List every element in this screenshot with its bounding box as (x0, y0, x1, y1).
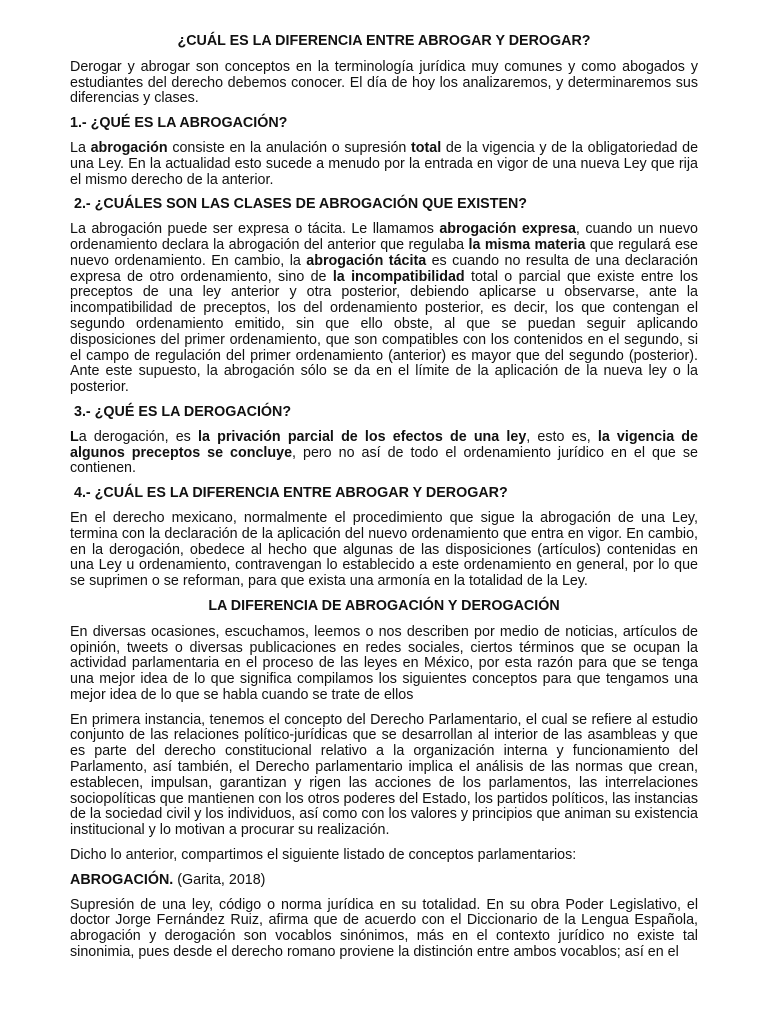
section-5-paragraph-2: En primera instancia, tenemos el concepto del Derecho Parlamentario, el cual se refiere al estudio conjunto de las relaciones político-jurídicas que se desarrollan al interior de las asambleas y que es parte del derecho constitucional relativo a la organización interna y funcionamiento del Parlamento, así también, el Derecho parlamentario implica el análisis de las normas que crean, establecen, impulsan, garantizan y rigen las acciones de los parlamentos, las interrelaciones sociopolíticas que mantienen con los otros poderes del Estado, los partidos políticos, las instancias de la sociedad civil y los individuos, así como con los valores y principios que animan su existencia institucional y lo motivan a procurar su realización. (70, 711, 698, 839)
section-5-paragraph-3: Dicho lo anterior, compartimos el siguiente listado de conceptos parlamentarios: (70, 847, 577, 864)
section-3-heading: 3.- ¿QUÉ ES LA DEROGACIÓN? (74, 403, 292, 420)
section-4-paragraph: En el derecho mexicano, normalmente el procedimiento que sigue la abrogación de una Ley, termina con la declaración de la aplicación del nuevo ordenamiento que entra en vigor. En cambio, en la derogación, obedece al hecho que algunas de las disposiciones (artículos) contenidas en una Ley u ordenamiento, contravengan lo establecido a este ordenamiento en general, por lo que se suprimen o se reforman, para que exista una armonía en la totalidad de la Ley. (70, 509, 698, 590)
section-3-paragraph: La derogación, es la privación parcial de los efectos de una ley, esto es, la vigencia de algunos preceptos se concluye, pero no así de todo el ordenamiento jurídico en el que se contienen. (70, 428, 698, 477)
section-2-heading: 2.- ¿CUÁLES SON LAS CLASES DE ABROGACIÓN QUE EXISTEN? (74, 196, 528, 213)
intro-paragraph: Derogar y abrogar son conceptos en la terminología jurídica muy comunes y como abogados y estudiantes del derecho debemos conocer. El día de hoy los analizaremos, y determinaremos sus diferencias y clases. (70, 58, 698, 107)
section-2-paragraph: La abrogación puede ser expresa o tácita. Le llamamos abrogación expresa, cuando un nuevo ordenamiento declara la abrogación del anterior que regulaba la misma materia que regulará ese nuevo ordenamiento. En cambio, la abrogación tácita es cuando no resulta de una declaración expresa de otro ordenamiento, sino de la incompatibilidad total o parcial que existe entre los preceptos de una ley anterior y otra posterior, debiendo aplicarse u observarse, ante la incompatibilidad de preceptos, los del ordenamiento posterior, es decir, los que contengan el segundo ordenamiento emitido, sin que ello obste, al que se puedan seguir aplicando disposiciones del primer ordenamiento, que son compatibles con los contenidos en el segundo, si el campo de regulación del primer ordenamiento (anterior) es mayor que del segundo (posterior). Ante este supuesto, la abrogación sólo se da en el límite de la aplicación de la nueva ley o la posterior. (70, 221, 699, 396)
section-5-paragraph-1: En diversas ocasiones, escuchamos, leemos o nos describen por medio de noticias, artículos de opinión, tweets o diversas publicaciones en redes sociales, ciertos términos que se ocupan la actividad parlamentaria en el proceso de las leyes en México, por esta razón para que se tenga una mejor idea de lo que significa compilamos los siguientes conceptos para que tengamos una mejor idea de lo que se habla cuando se trate de ellos (70, 623, 698, 703)
section-5-heading: LA DIFERENCIA DE ABROGACIÓN Y DEROGACIÓN (208, 597, 560, 614)
section-4-heading: 4.- ¿CUÁL ES LA DIFERENCIA ENTRE ABROGAR Y DEROGAR? (74, 485, 508, 502)
term-abrogacion-definition: Supresión de una ley, código o norma jurídica en su totalidad. En su obra Poder Legislativo, el doctor Jorge Fernández Ruiz, afirma que de acuerdo con el Diccionario de la Lengua Española, abrogación y derogación son vocablos sinónimos, más en el contexto jurídico no existe tal sinonimia, pues desde el derecho romano proviene la distinción entre ambos vocablos; así en el (70, 896, 698, 961)
section-1-paragraph: La abrogación consiste en la anulación o supresión total de la vigencia y de la obligatoriedad de una Ley. En la actualidad esto sucede a menudo por la entrada en vigor de una nueva Ley que rija el mismo derecho de la anterior. (70, 139, 699, 188)
section-1-heading: 1.- ¿QUÉ ES LA ABROGACIÓN? (70, 115, 288, 132)
term-abrogacion: ABROGACIÓN. (Garita, 2018) (70, 871, 266, 888)
document-title: ¿CUÁL ES LA DIFERENCIA ENTRE ABROGAR Y DEROGAR? (177, 33, 591, 49)
